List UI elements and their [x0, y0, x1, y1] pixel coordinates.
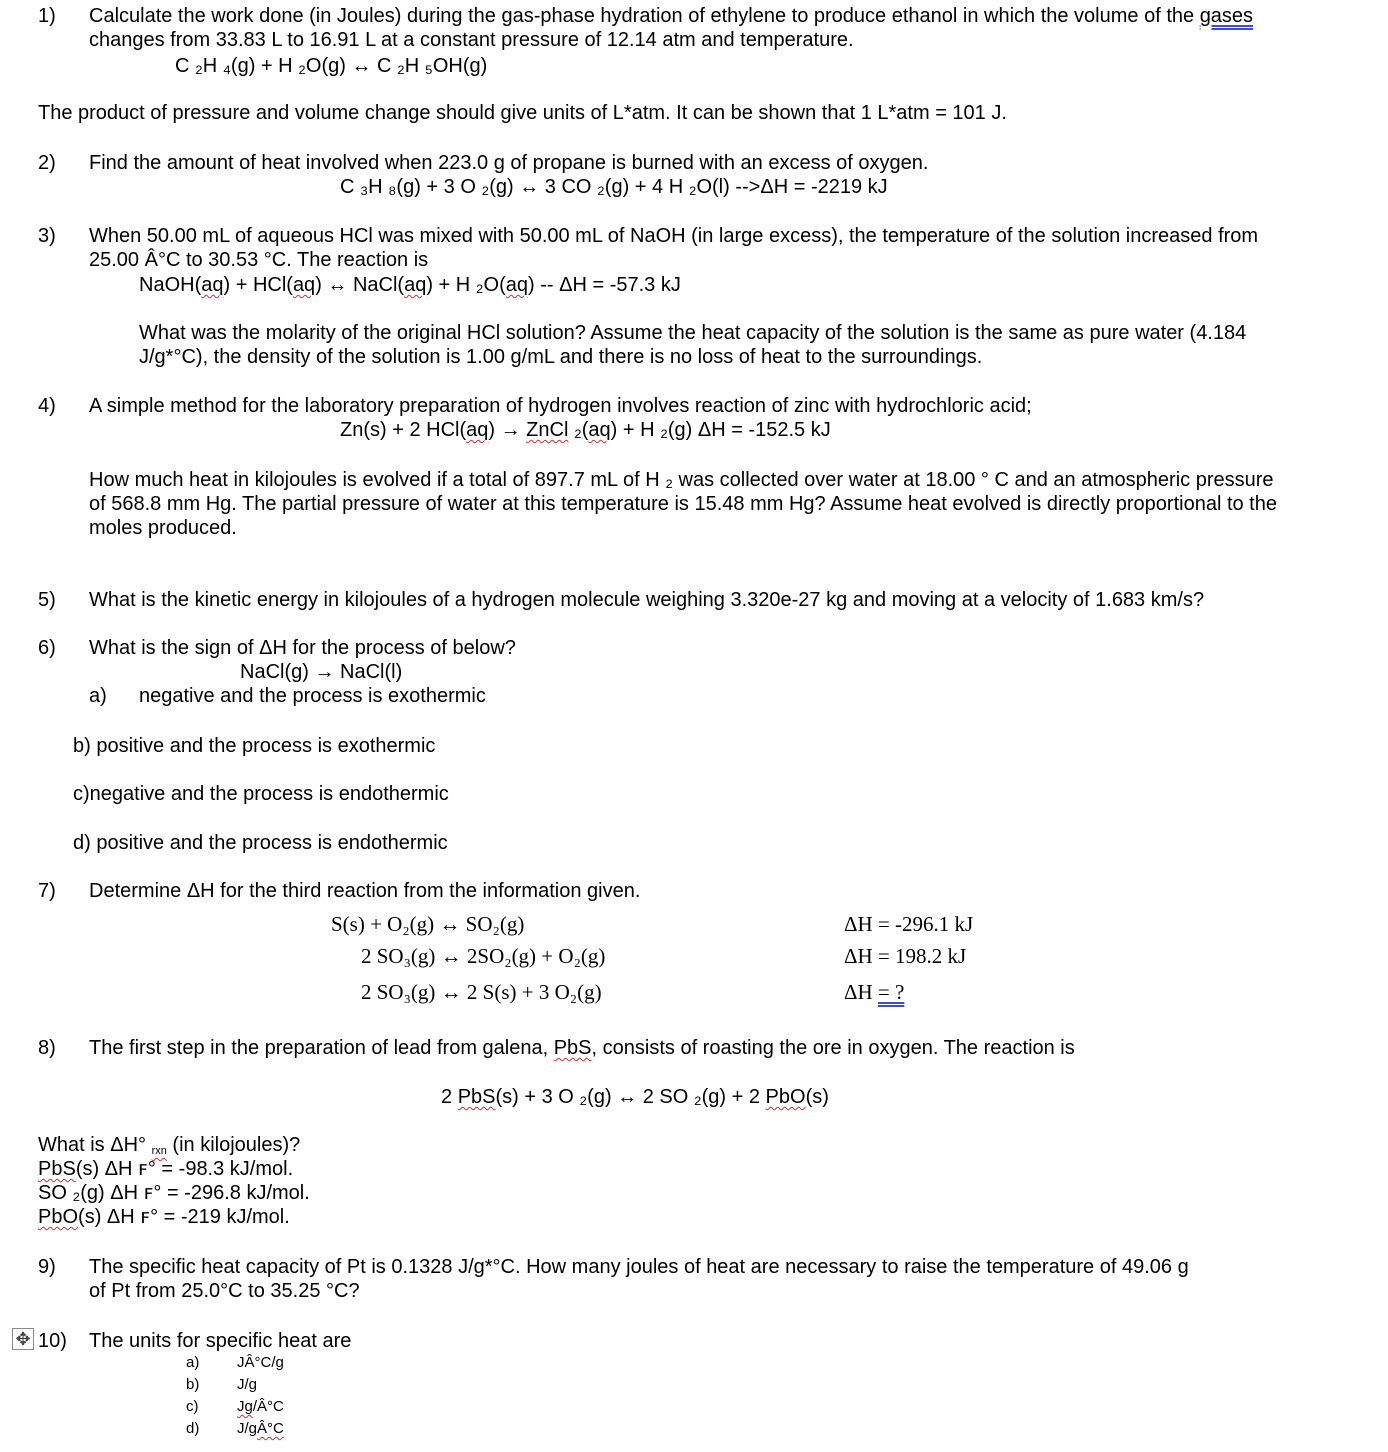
- q3-line4: J/g*°C), the density of the solution is 1.00 g/mL and there is no loss of heat to the surroundings.: [139, 346, 983, 368]
- q5-number: 5): [38, 589, 56, 611]
- q6-number: 6): [38, 637, 56, 659]
- q6-line1: What is the sign of ΔH for the process of below?: [89, 637, 516, 659]
- q7-reaction-3: 2 SO₃(g) ↔ 2 S(s) + 3 O₂(g): [361, 980, 602, 1004]
- q2-equation: C ₃H ₈(g) + 3 O ₂(g) ↔ 3 CO ₂(g) + 4 H ₂O(l) -->ΔH = -2219 kJ: [340, 176, 888, 198]
- q10-option-d: J/gÂ°C: [237, 1420, 284, 1437]
- q3-line3: What was the molarity of the original HCl solution? Assume the heat capacity of the solution is the same as pure water (4.184: [139, 322, 1247, 344]
- q1-note: The product of pressure and volume change should give units of L*atm. It can be shown that 1 L*atm = 101 J.: [38, 102, 1007, 124]
- q1-line1: Calculate the work done (in Joules) during the gas-phase hydration of ethylene to produce ethanol in which the volume of the gases: [89, 5, 1254, 27]
- q4-number: 4): [38, 395, 56, 417]
- q8-number: 8): [38, 1037, 56, 1059]
- q7-reaction-1: S(s) + O₂(g) ↔ SO₂(g): [331, 912, 525, 936]
- q6-equation: NaCl(g) → NaCl(l): [240, 661, 403, 683]
- q3-equation: NaOH(aq) + HCl(aq) ↔ NaCl(aq) + H ₂O(aq) -- ΔH = -57.3 kJ: [139, 274, 681, 296]
- q4-line4: moles produced.: [89, 517, 237, 539]
- q7-dh-2: ΔH = 198.2 kJ: [844, 944, 967, 968]
- q2-line1: Find the amount of heat involved when 223.0 g of propane is burned with an excess of oxygen.: [89, 152, 929, 174]
- q10-option-a-label: a): [186, 1354, 200, 1371]
- move-handle-icon[interactable]: ✥: [12, 1328, 34, 1350]
- q7-reaction-2: 2 SO₃(g) ↔ 2SO₂(g) + O₂(g): [361, 944, 606, 968]
- q8-equation: 2 PbS(s) + 3 O ₂(g) ↔ 2 SO ₂(g) + 2 PbO(s): [441, 1086, 829, 1108]
- q7-dh-1: ΔH = -296.1 kJ: [844, 912, 974, 936]
- q8-data-3: PbO(s) ΔH ꜰ° = -219 kJ/mol.: [38, 1206, 290, 1228]
- q1-underlined-word: gases: [1199, 5, 1254, 27]
- q10-option-b: J/g: [237, 1376, 258, 1393]
- q8-question: What is ΔH° rxn (in kilojoules)?: [38, 1134, 301, 1157]
- q8-line1: The first step in the preparation of lead from galena, PbS, consists of roasting the ore in oxygen. The reaction is: [89, 1037, 1075, 1059]
- q10-line1: The units for specific heat are: [89, 1330, 352, 1352]
- q6-option-c: c)negative and the process is endothermic: [73, 783, 449, 805]
- q8-data-2: SO ₂(g) ΔH ꜰ° = -296.8 kJ/mol.: [38, 1182, 310, 1204]
- q10-option-d-label: d): [186, 1420, 200, 1437]
- q3-line2: 25.00 Â°C to 30.53 °C. The reaction is: [89, 249, 429, 271]
- q4-equation: Zn(s) + 2 HCl(aq) → ZnCl ₂(aq) + H ₂(g) ΔH = -152.5 kJ: [340, 419, 831, 441]
- q5-line1: What is the kinetic energy in kilojoules of a hydrogen molecule weighing 3.320e-27 kg and moving at a velocity of 1.683 km/s?: [89, 589, 1205, 611]
- q4-line1: A simple method for the laboratory preparation of hydrogen involves reaction of zinc with hydrochloric acid;: [89, 395, 1032, 417]
- q4-line2: How much heat in kilojoules is evolved if a total of 897.7 mL of H ₂ was collected over water at 18.00 ° C and an atmospheric pressure: [89, 469, 1274, 491]
- q7-line1: Determine ΔH for the third reaction from the information given.: [89, 880, 641, 902]
- q1-number: 1): [38, 5, 56, 27]
- q1-line2: changes from 33.83 L to 16.91 L at a constant pressure of 12.14 atm and temperature.: [89, 29, 854, 51]
- q9-line1: The specific heat capacity of Pt is 0.1328 J/g*°C. How many joules of heat are necessary to raise the temperature of 49.06 g: [89, 1256, 1189, 1278]
- q10-option-b-label: b): [186, 1376, 200, 1393]
- q9-line2: of Pt from 25.0°C to 35.25 °C?: [89, 1280, 360, 1302]
- q6-option-d: d) positive and the process is endothermic: [73, 832, 448, 854]
- q7-number: 7): [38, 880, 56, 902]
- q9-number: 9): [38, 1256, 56, 1278]
- q1-equation: C ₂H ₄(g) + H ₂O(g) ↔ C ₂H ₅OH(g): [175, 55, 488, 77]
- q6-option-b: b) positive and the process is exothermic: [73, 735, 436, 757]
- q3-line1: When 50.00 mL of aqueous HCl was mixed with 50.00 mL of NaOH (in large excess), the temperature of the solution increased from: [89, 225, 1259, 247]
- q2-number: 2): [38, 152, 56, 174]
- q10-option-c-label: c): [186, 1398, 199, 1415]
- q10-number: 10): [38, 1330, 67, 1352]
- q3-number: 3): [38, 225, 56, 247]
- q4-line3: of 568.8 mm Hg. The partial pressure of water at this temperature is 15.48 mm Hg? Assume heat evolved is directly proportional to the: [89, 493, 1277, 515]
- q10-option-c: Jg/Â°C: [237, 1398, 284, 1415]
- q6-option-a: negative and the process is exothermic: [139, 685, 486, 707]
- q8-data-1: PbS(s) ΔH ꜰ° = -98.3 kJ/mol.: [38, 1158, 294, 1180]
- q10-option-a: JÂ°C/g: [237, 1354, 284, 1371]
- q6-option-a-label: a): [89, 685, 107, 707]
- q7-dh-3: ΔH = ?: [844, 980, 905, 1004]
